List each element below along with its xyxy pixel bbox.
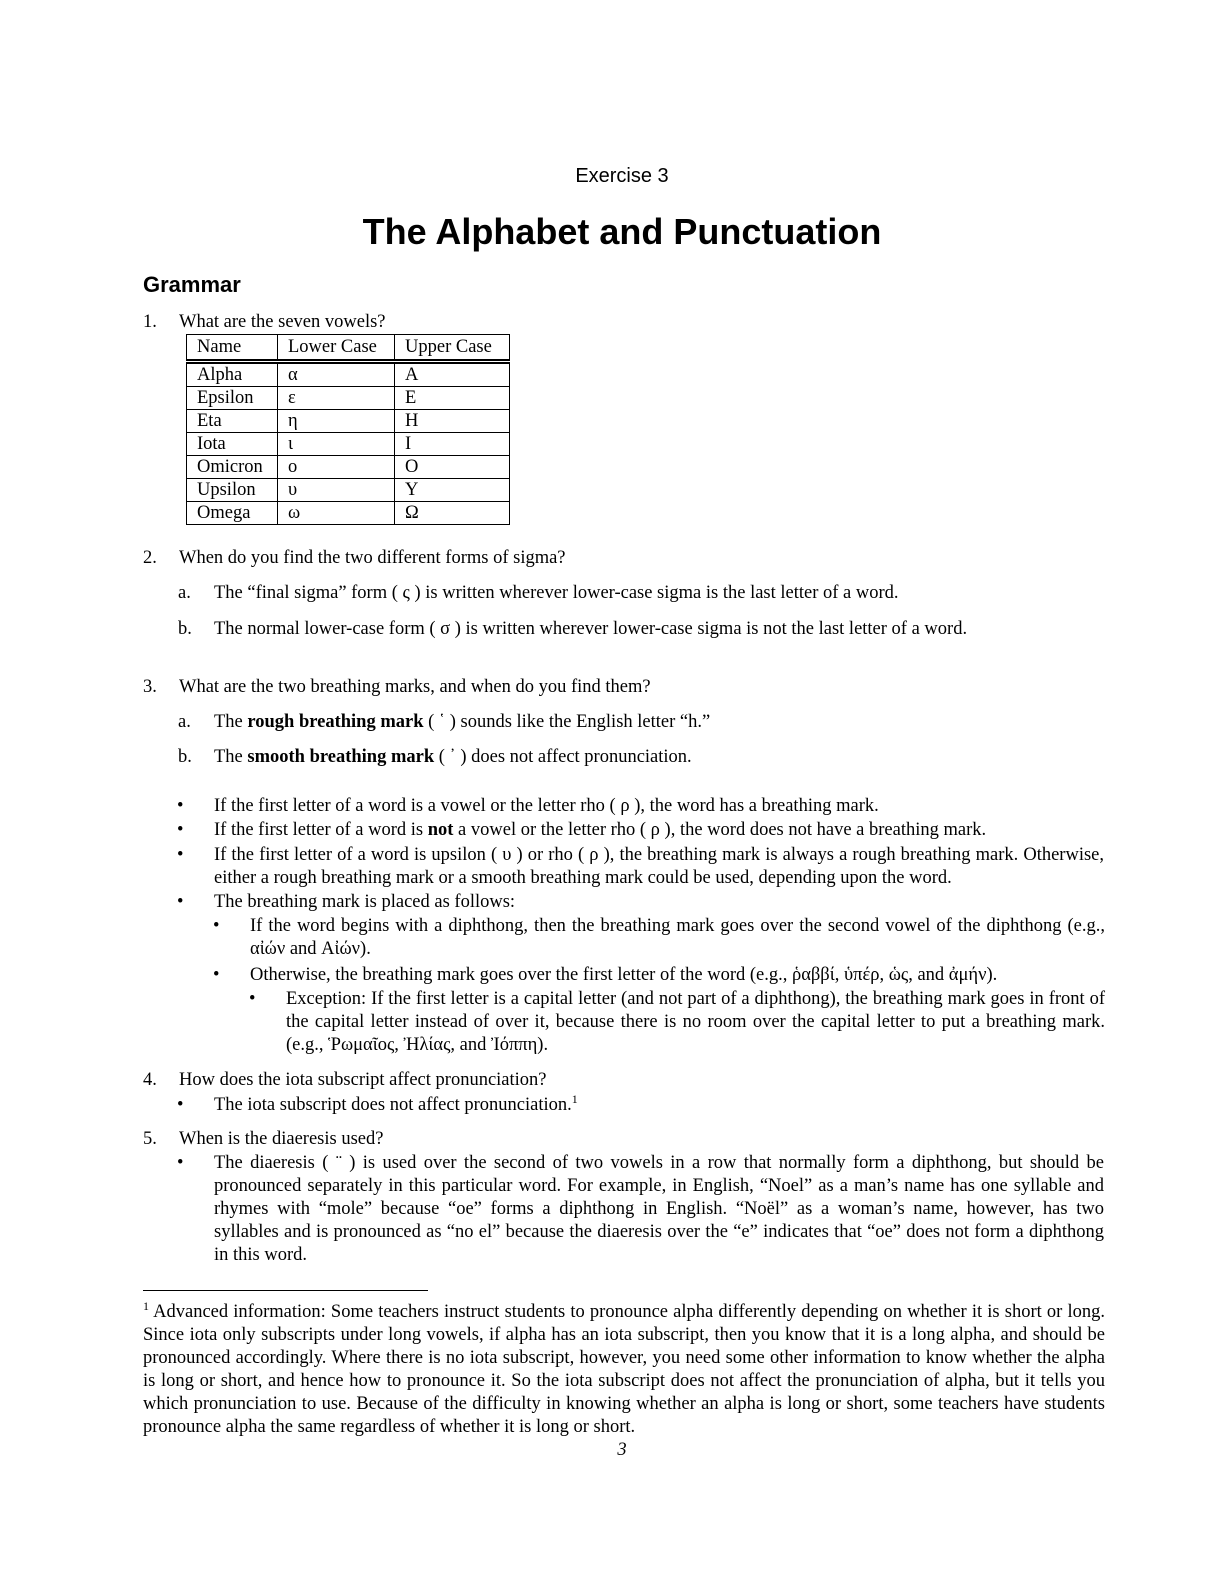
footnote-number: 1 (143, 1298, 149, 1313)
bullet-item (177, 1091, 1104, 1117)
question-number: 1. (143, 312, 157, 332)
bullet-text: If the first letter of a word is a vowel or the letter rho ( ρ ), the word has a breathing mark. (214, 796, 879, 816)
vowel-name: Epsilon (187, 387, 278, 410)
table-row (187, 362, 510, 387)
lower-case: α (278, 362, 395, 387)
upper-case: Ω (395, 502, 510, 525)
vowel-name: Upsilon (187, 479, 278, 502)
question-number: 3. (143, 677, 157, 697)
bullet-icon: • (249, 989, 256, 1009)
column-header: Upper Case (395, 335, 510, 362)
table-row (187, 502, 510, 525)
table-row (187, 387, 510, 410)
bullet-item (213, 915, 1105, 961)
bullet-icon: • (213, 916, 220, 936)
vowel-name: Omicron (187, 456, 278, 479)
bullet-item (177, 819, 1104, 842)
footnote (143, 1298, 1105, 1439)
footnote-divider (143, 1290, 428, 1291)
lower-case: ι (278, 433, 395, 456)
answer-label: a. (178, 583, 191, 603)
bullet-text: Otherwise, the breathing mark goes over the first letter of the word (e.g., ῥαββί, ὑπέρ, ὡς, and ἀμήν). (250, 965, 998, 985)
upper-case: I (395, 433, 510, 456)
question-text: How does the iota subscript affect pronunciation? (179, 1070, 547, 1090)
bullet-text: If the first letter of a word is upsilon ( υ ) or rho ( ρ ), the breathing mark is always a rough breathing mark. Otherwise, either a rough breathing mark or a smooth breathing mark could be used, depending upon the word. (214, 845, 1104, 888)
bullet-icon: • (213, 965, 220, 985)
upper-case: O (395, 456, 510, 479)
page-number: 3 (617, 1440, 627, 1460)
vowels-table (186, 334, 510, 525)
table-row (187, 410, 510, 433)
answer-text: The (214, 747, 248, 767)
table-header-row (187, 335, 510, 362)
answer-label: a. (178, 712, 191, 732)
bullet-item (177, 1152, 1104, 1267)
smooth-breathing-term: smooth breathing mark (247, 747, 435, 767)
vowel-name: Omega (187, 502, 278, 525)
question-number: 5. (143, 1129, 157, 1149)
bullet-text: The iota subscript does not affect pronunciation. (214, 1095, 572, 1115)
answer-label: b. (178, 747, 192, 767)
lower-case: ε (278, 387, 395, 410)
bullet-icon: • (177, 796, 184, 816)
column-header: Name (187, 335, 278, 362)
bullet-text: The diaeresis ( ¨ ) is used over the second of two vowels in a row that normally form a diphthong, but should be pronounced separately in this particular word. For example, in English, “Noel” as a man’s name has one syllable and rhymes with “mole” because “oe” forms a diphthong in English. “Noël” as a woman’s name, however, has two syllables and is pronounced as “no el” because the diaeresis over the “e” indicates that “oe” does not form a diphthong in this word. (214, 1153, 1104, 1265)
bullet-icon: • (177, 820, 184, 840)
upper-case: H (395, 410, 510, 433)
upper-case: Υ (395, 479, 510, 502)
table-row (187, 456, 510, 479)
bullet-item (249, 988, 1105, 1057)
bullet-text: The breathing mark is placed as follows: (214, 892, 516, 912)
table-row (187, 433, 510, 456)
answer-text: The “final sigma” form ( ς ) is written wherever lower-case sigma is the last letter of a word. (214, 583, 899, 603)
table-row (187, 479, 510, 502)
bullet-item (177, 795, 1104, 818)
bullet-text: Exception: If the first letter is a capital letter (and not part of a diphthong), the breathing mark goes in front of the capital letter instead of over it, because there is no room over the capital letter to put a breathing mark. (e.g., Ῥωμαῖος, Ἠλίας, and Ἰόππη). (286, 989, 1105, 1055)
bullet-icon: • (177, 1153, 184, 1173)
upper-case: E (395, 387, 510, 410)
question-text: What are the seven vowels? (179, 312, 386, 332)
question-text: What are the two breathing marks, and when do you find them? (179, 677, 651, 697)
footnote-text: Advanced information: Some teachers instruct students to pronounce alpha differently depending on whether it is short or long. Since iota only subscripts under long vowels, if alpha has an iota subscript, then you know that it is a long alpha, and should be pronounced accordingly. Where there is no iota subscript, however, you need some other information to know whether the alpha is long or short, and hence how to pronounce it. So the iota subscript does not affect the pronunciation of alpha, but it tells you which pronunciation to use. Because of the difficulty in knowing whether an alpha is long or short, some teachers have students pronounce alpha the same regardless of whether it is long or short. (143, 1302, 1105, 1437)
lower-case: ω (278, 502, 395, 525)
bullet-text: a vowel or the letter rho ( ρ ), the word does not have a breathing mark. (453, 820, 987, 840)
answer-text: The (214, 712, 248, 732)
upper-case: A (395, 362, 510, 387)
question-text: When do you find the two different forms of sigma? (179, 548, 566, 568)
bullet-icon: • (177, 892, 184, 912)
bullet-text: If the word begins with a diphthong, then the breathing mark goes over the second vowel of the diphthong (e.g., αἰών and Αἰών). (250, 916, 1105, 959)
answer-text: ( ῾ ) sounds like the English letter “h.” (423, 712, 711, 732)
rough-breathing-term: rough breathing mark (247, 712, 424, 732)
section-heading: Grammar (143, 272, 241, 297)
vowel-name: Eta (187, 410, 278, 433)
vowel-name: Alpha (187, 362, 278, 387)
question-number: 2. (143, 548, 157, 568)
bullet-item (213, 964, 1105, 987)
emphasis-not: not (427, 820, 454, 840)
answer-text: The normal lower-case form ( σ ) is written wherever lower-case sigma is not the last letter of a word. (214, 619, 968, 639)
question-number: 4. (143, 1070, 157, 1090)
bullet-item (177, 844, 1104, 890)
bullet-icon: • (177, 1095, 184, 1115)
question-text: When is the diaeresis used? (179, 1129, 384, 1149)
lower-case: υ (278, 479, 395, 502)
exercise-label: Exercise 3 (575, 165, 669, 187)
footnote-reference[interactable]: 1 (571, 1091, 578, 1106)
bullet-icon: • (177, 845, 184, 865)
bullet-item (177, 891, 1104, 914)
lower-case: ο (278, 456, 395, 479)
answer-label: b. (178, 619, 192, 639)
column-header: Lower Case (278, 335, 395, 362)
vowel-name: Iota (187, 433, 278, 456)
lower-case: η (278, 410, 395, 433)
bullet-text: If the first letter of a word is (214, 820, 428, 840)
page-title: The Alphabet and Punctuation (362, 211, 882, 252)
answer-text: ( ᾿ ) does not affect pronunciation. (434, 747, 692, 767)
